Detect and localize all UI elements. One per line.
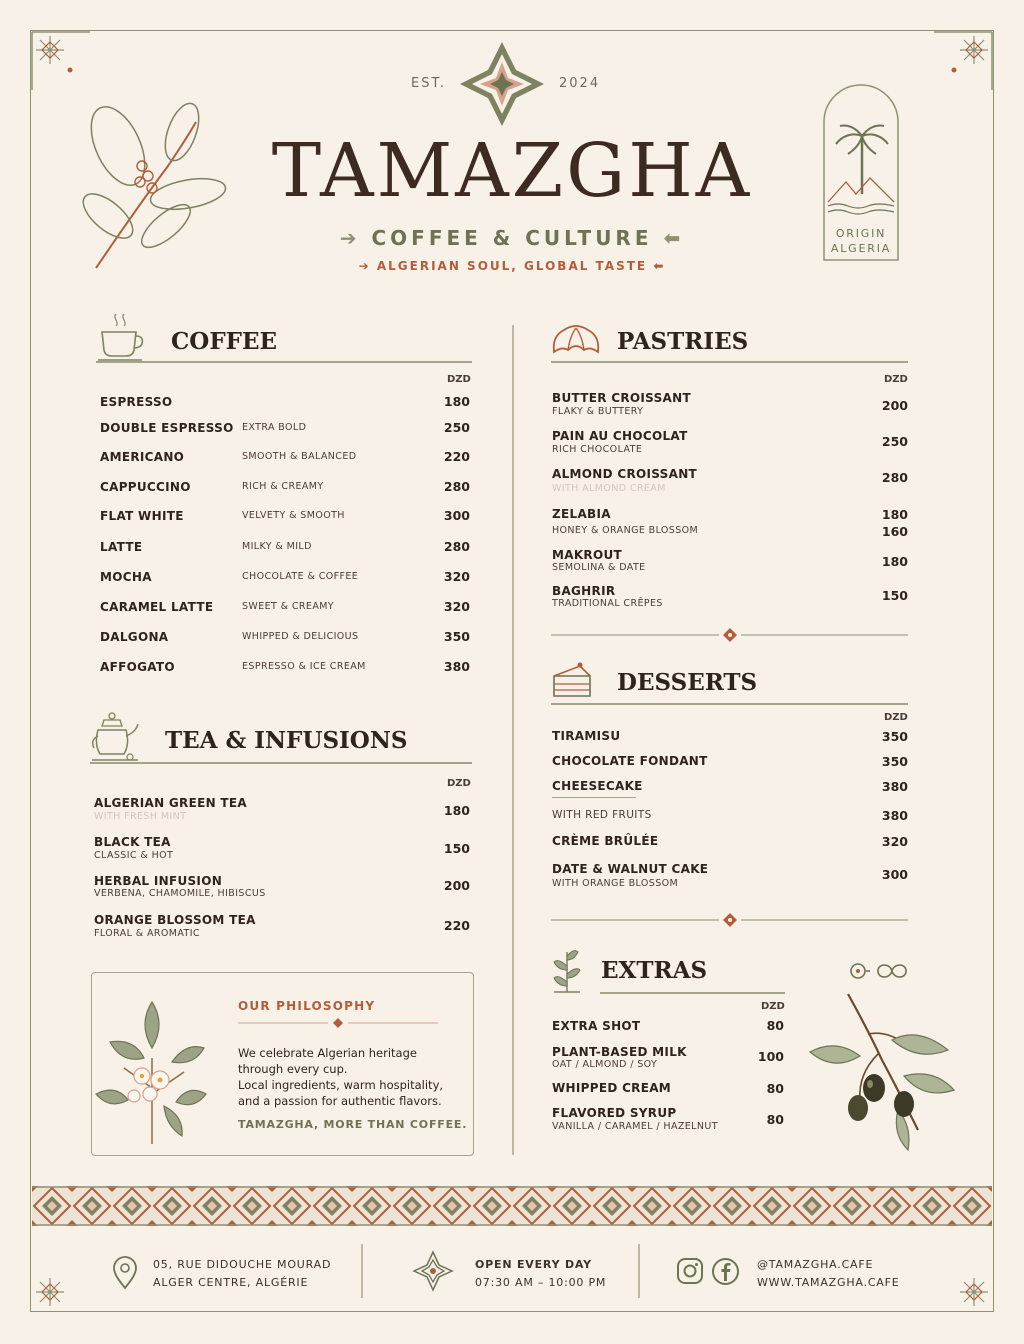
flower-star-icon [412, 1250, 454, 1292]
list-item-name: ORANGE BLOSSOM TEA [94, 913, 256, 927]
list-item-price: 300 [881, 867, 908, 882]
facebook-icon[interactable] [711, 1257, 740, 1286]
list-item-price: 320 [443, 599, 470, 614]
list-item-name: FLAVORED SYRUP [552, 1106, 677, 1120]
column-divider [512, 325, 514, 1155]
list-item-price: 220 [443, 449, 470, 464]
list-item-desc: RICH & CREAMY [242, 481, 324, 492]
list-item-price: 300 [443, 508, 470, 523]
desserts-title: DESSERTS [617, 669, 758, 696]
list-item-price: 280 [443, 539, 470, 554]
list-item-desc: FLORAL & AROMATIC [94, 928, 200, 939]
subtagline-text: ALGERIAN SOUL, GLOBAL TASTE [376, 259, 648, 273]
social-handle[interactable]: @TAMAZGHA.CAFE [757, 1258, 874, 1271]
list-item-name: TIRAMISU [552, 729, 621, 743]
philosophy-line: through every cup. [238, 1062, 348, 1076]
cake-slice-icon [550, 660, 594, 700]
list-item-desc: CLASSIC & HOT [94, 850, 174, 861]
philosophy-text [238, 1045, 443, 1109]
list-item-desc: VELVETY & SMOOTH [242, 510, 345, 521]
est-label: EST. [411, 76, 446, 91]
list-item-desc: SMOOTH & BALANCED [242, 451, 357, 462]
arrow-right-icon: ➔ [339, 226, 361, 250]
desserts-rule [551, 703, 908, 705]
corner-ornament-icon [932, 1250, 994, 1312]
tagline-text: COFFEE & CULTURE [371, 226, 653, 250]
list-item-name: CHEESECAKE [552, 779, 643, 793]
tea-currency: DZD [447, 778, 471, 789]
list-item-name: MOCHA [100, 570, 152, 584]
ornament-loops-icon [848, 960, 910, 982]
list-item-name: PLANT-BASED MILK [552, 1045, 687, 1059]
list-item-desc: FLAKY & BUTTERY [552, 406, 644, 417]
list-item-name: BAGHRIR [552, 584, 616, 598]
list-item-price: 350 [881, 754, 908, 769]
list-item-price-alt: 160 [881, 524, 908, 539]
tea-title: TEA & INFUSIONS [165, 727, 408, 754]
origin-line2: ALGERIA [830, 242, 892, 255]
list-item-price: 150 [443, 841, 470, 856]
list-item-name: CHOCOLATE FONDANT [552, 754, 708, 768]
address-line2: ALGER CENTRE, ALGÉRIE [153, 1276, 309, 1289]
list-item-desc: VERBENA, CHAMOMILE, HIBISCUS [94, 888, 266, 899]
location-pin-icon [112, 1256, 138, 1290]
list-item-name: DALGONA [100, 630, 169, 644]
list-item-name: WHIPPED CREAM [552, 1081, 672, 1095]
instagram-icon[interactable] [676, 1257, 704, 1285]
list-item-name: AMERICANO [100, 450, 185, 464]
list-item-price: 180 [443, 803, 470, 818]
pastries-rule [551, 361, 908, 363]
coffee-branch-icon [78, 96, 228, 276]
list-item-price: 280 [443, 479, 470, 494]
list-item-name: CARAMEL LATTE [100, 600, 214, 614]
list-item-price: 350 [443, 629, 470, 644]
list-item-name: MAKROUT [552, 548, 622, 562]
list-item-name: EXTRA SHOT [552, 1019, 641, 1033]
list-item-name: AFFOGATO [100, 660, 175, 674]
list-item-price: 100 [757, 1049, 784, 1064]
list-item-price: 80 [766, 1112, 784, 1127]
corner-ornament-icon [932, 30, 994, 92]
list-item-desc: WITH ALMOND CREAM [552, 483, 666, 494]
list-item-desc: OAT / ALMOND / SOY [552, 1059, 658, 1070]
list-item-name: WITH RED FRUITS [552, 809, 652, 821]
coffee-cup-icon [96, 310, 148, 364]
list-item-price: 180 [443, 394, 470, 409]
star-emblem-icon [458, 40, 546, 128]
list-item-price: 350 [881, 729, 908, 744]
teapot-icon [90, 710, 142, 766]
philosophy-line: and a passion for authentic flavors. [238, 1094, 442, 1108]
list-item-price: 380 [881, 808, 908, 823]
list-item-desc: SWEET & CREAMY [242, 601, 335, 612]
croissant-icon [550, 320, 602, 360]
list-item-price: 250 [443, 420, 470, 435]
list-item-desc: RICH CHOCOLATE [552, 444, 643, 455]
list-item-name: CRÈME BRÛLÉE [552, 834, 659, 848]
philosophy-line: Local ingredients, warm hospitality, [238, 1078, 444, 1092]
arrow-left-icon: ⬅ [653, 259, 666, 273]
coffee-title: COFFEE [171, 328, 278, 355]
orange-blossom-icon [94, 998, 212, 1144]
list-item-desc: HONEY & ORANGE BLOSSOM [552, 525, 699, 536]
list-item-price: 200 [881, 398, 908, 413]
list-item-price: 80 [766, 1018, 784, 1033]
coffee-rule [96, 361, 472, 363]
list-item-desc: EXTRA BOLD [242, 422, 307, 433]
hours-line2: 07:30 AM – 10:00 PM [475, 1276, 607, 1289]
underline [552, 797, 636, 798]
philosophy-title: OUR PHILOSOPHY [238, 999, 376, 1013]
list-item-price: 250 [881, 434, 908, 449]
est-year: 2024 [559, 76, 601, 91]
list-item-price: 200 [443, 878, 470, 893]
list-item-desc: SEMOLINA & DATE [552, 562, 646, 573]
list-item-desc: VANILLA / CARAMEL / HAZELNUT [552, 1121, 718, 1132]
list-item-name: LATTE [100, 540, 143, 554]
list-item-price: 150 [881, 588, 908, 603]
section-divider-icon [551, 912, 908, 928]
extras-currency: DZD [761, 1001, 785, 1012]
philosophy-line: We celebrate Algerian heritage [238, 1046, 417, 1060]
list-item-desc: WITH FRESH MINT [94, 811, 187, 822]
list-item-name: ALMOND CROISSANT [552, 467, 698, 481]
extras-title: EXTRAS [601, 957, 708, 984]
list-item-price: 80 [766, 1081, 784, 1096]
list-item-desc: WHIPPED & DELICIOUS [242, 631, 359, 642]
list-item-name: BUTTER CROISSANT [552, 391, 691, 405]
website-link[interactable]: WWW.TAMAZGHA.CAFE [757, 1276, 900, 1289]
list-item-name: ALGERIAN GREEN TEA [94, 796, 247, 810]
list-item-name: DOUBLE ESPRESSO [100, 421, 234, 435]
brand-title: TAMAZGHA [271, 128, 753, 214]
list-item-name: DATE & WALNUT CAKE [552, 862, 709, 876]
list-item-name: ZELABIA [552, 507, 611, 521]
olive-branch-icon [808, 990, 956, 1152]
list-item-desc: WITH ORANGE BLOSSOM [552, 878, 679, 889]
philosophy-divider-icon [238, 1018, 438, 1028]
origin-line1: ORIGIN [835, 227, 887, 240]
corner-ornament-icon [30, 1250, 92, 1312]
arrow-left-icon: ⬅ [663, 226, 685, 250]
list-item-name: ESPRESSO [100, 395, 173, 409]
list-item-name: CAPPUCCINO [100, 480, 191, 494]
list-item-name: PAIN AU CHOCOLAT [552, 429, 688, 443]
list-item-price: 320 [881, 834, 908, 849]
list-item-desc: CHOCOLATE & COFFEE [242, 571, 359, 582]
list-item-price: 320 [443, 569, 470, 584]
philosophy-signoff: TAMAZGHA, MORE THAN COFFEE. [238, 1118, 468, 1131]
list-item-price: 220 [443, 918, 470, 933]
list-item-desc: ESPRESSO & ICE CREAM [242, 661, 366, 672]
list-item-price: 280 [881, 470, 908, 485]
list-item-name: HERBAL INFUSION [94, 874, 223, 888]
list-item-desc: TRADITIONAL CRÊPES [552, 598, 663, 609]
extras-rule [600, 992, 785, 994]
list-item-desc: MILKY & MILD [242, 541, 312, 552]
list-item-price: 380 [443, 659, 470, 674]
tea-rule [90, 762, 472, 764]
list-item-name: BLACK TEA [94, 835, 171, 849]
corner-ornament-icon [30, 30, 92, 92]
list-item-price: 180 [881, 507, 908, 522]
pastries-currency: DZD [884, 374, 908, 385]
list-item-price: 380 [881, 779, 908, 794]
arrow-right-icon: ➔ [358, 259, 371, 273]
pastries-title: PASTRIES [617, 328, 749, 355]
hours-line1: OPEN EVERY DAY [475, 1258, 592, 1271]
footer-divider [361, 1244, 363, 1298]
geometric-border-icon [32, 1186, 992, 1226]
sprig-icon [550, 946, 584, 994]
list-item-name: FLAT WHITE [100, 509, 184, 523]
list-item-price: 180 [881, 554, 908, 569]
address-line1: 05, RUE DIDOUCHE MOURAD [153, 1258, 332, 1271]
footer-divider [638, 1244, 640, 1298]
desserts-currency: DZD [884, 712, 908, 723]
coffee-currency: DZD [447, 374, 471, 385]
section-divider-icon [551, 627, 908, 643]
origin-label [822, 226, 900, 256]
